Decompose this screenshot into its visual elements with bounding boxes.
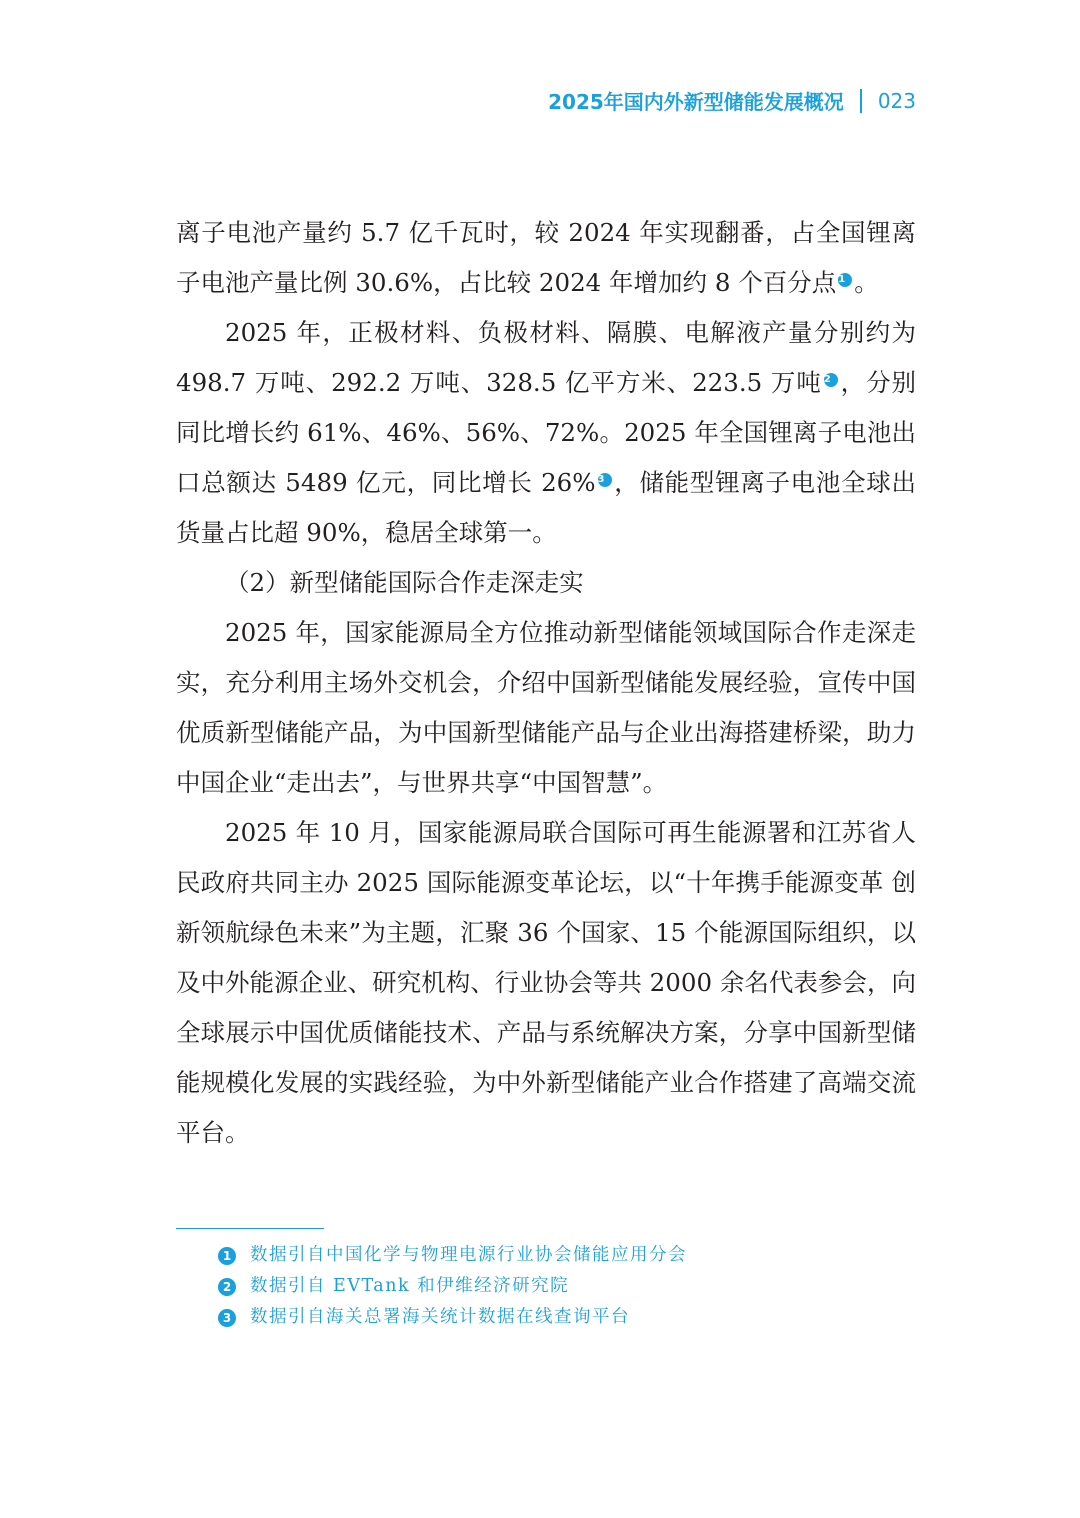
footnote-1	[218, 1240, 687, 1271]
footnotes	[218, 1240, 687, 1333]
footnote-2	[218, 1271, 687, 1302]
paragraph-2-text-c: ，储能型锂离子电池全球出货量占比超 90%，稳居全球第一。	[176, 468, 917, 547]
footnote-divider	[176, 1228, 324, 1229]
paragraph-4: 2025 年 10 月，国家能源局联合国际可再生能源署和江苏省人民政府共同主办 2025 国际能源变革论坛，以“十年携手能源变革 创新领航绿色未来”为主题，汇聚 36 个国家、15 个能源国际组织，以及中外能源企业、研究机构、行业协会等共 2000 余名代表参会，向全球展示中国优质储能技术、产品与系统解决方案，分享中国新型储能规模化发展的实践经验，为中外新型储能产业合作搭建了高端交流平台。	[176, 818, 916, 1147]
footnote-1-text: 数据引自中国化学与物理电源行业协会储能应用分会	[250, 1245, 687, 1265]
page-number: 023	[877, 88, 916, 113]
section-subheading: （2）新型储能国际合作走深走实	[225, 568, 584, 597]
footnote-3-text: 数据引自海关总署海关统计数据在线查询平台	[250, 1307, 630, 1327]
footnote-1-number: 1	[218, 1247, 236, 1265]
footnote-ref-1: 1	[838, 273, 852, 287]
paragraph-1-text: 离子电池产量约 5.7 亿千瓦时，较 2024 年实现翻番，占全国锂离子电池产量比例 30.6%，占比较 2024 年增加约 8 个百分点	[176, 218, 916, 297]
footnote-2-number: 2	[218, 1278, 236, 1296]
chapter-title: 2025年国内外新型储能发展概况	[548, 90, 844, 114]
footnote-ref-3: 3	[598, 473, 612, 487]
main-text	[176, 208, 916, 1158]
header-divider	[860, 89, 862, 113]
page-header	[548, 86, 916, 115]
paragraph-2	[176, 308, 916, 558]
paragraph-3: 2025 年，国家能源局全方位推动新型储能领域国际合作走深走实，充分利用主场外交机会，介绍中国新型储能发展经验，宣传中国优质新型储能产品，为中国新型储能产品与企业出海搭建桥梁，助力中国企业“走出去”，与世界共享“中国智慧”。	[176, 618, 916, 797]
footnote-3	[218, 1302, 687, 1333]
paragraph-1	[176, 208, 916, 308]
paragraph-2-text-a: 2025 年，正极材料、负极材料、隔膜、电解液产量分别约为 498.7 万吨、292.2 万吨、328.5 亿平方米、223.5 万吨	[176, 318, 916, 397]
paragraph-2-text-b: ，分别同比增长约 61%、46%、56%、72%。2025 年全国锂离子电池出口总额达 5489 亿元，同比增长 26%	[176, 368, 916, 497]
footnote-2-text: 数据引自 EVTank 和伊维经济研究院	[250, 1276, 570, 1296]
footnote-ref-2: 2	[824, 373, 838, 387]
footnote-3-number: 3	[218, 1309, 236, 1327]
paragraph-1-end: 。	[854, 268, 879, 297]
